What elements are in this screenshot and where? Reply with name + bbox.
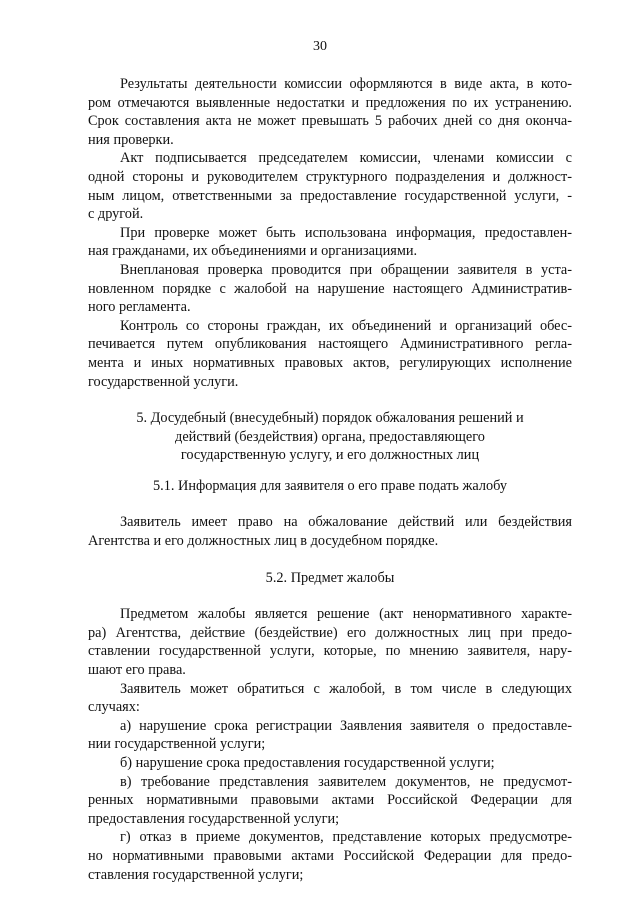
text-line: Заявитель может обратиться с жалобой, в том числе в следующих xyxy=(120,680,572,697)
paragraph-commission-results xyxy=(88,75,572,149)
text-line: Предметом жалобы является решение (акт ненормативного характе- xyxy=(120,606,572,623)
heading-line: 5.2. Предмет жалобы xyxy=(265,569,395,586)
subsection-5-2-heading xyxy=(88,569,572,588)
paragraph-act-signing xyxy=(88,149,572,223)
list-item-c xyxy=(88,773,572,829)
text-line: Срок составления акта не может превышать 5 рабочих дней со дня оконча- xyxy=(88,113,572,130)
text-line: ная гражданами, их объединениями и организациями. xyxy=(88,243,418,260)
text-line: шают его права. xyxy=(88,662,186,679)
text-line: б) нарушение срока предоставления государственной услуги; xyxy=(120,755,495,771)
text-line: Агентства и его должностных лиц в досудебном порядке. xyxy=(88,533,439,550)
list-item-b xyxy=(88,754,572,773)
text-line: но нормативными правовыми актами Российской Федерации для предо- xyxy=(88,847,572,864)
text-line: мента и иных нормативных правовых актов, регулирующих исполнение xyxy=(88,354,572,371)
text-line: Заявитель имеет право на обжалование действий или бездействия xyxy=(120,514,572,531)
text-line: Результаты деятельности комиссии оформляются в виде акта, в кото- xyxy=(120,76,572,92)
text-line: Внеплановая проверка проводится при обращении заявителя в уста- xyxy=(120,261,572,278)
text-line: государственной услуги. xyxy=(88,373,239,390)
text-line: с другой. xyxy=(88,206,144,223)
text-line: случаях: xyxy=(88,699,140,716)
paragraph-citizen-control xyxy=(88,317,572,391)
text-line: При проверке может быть использована информация, предоставлен- xyxy=(120,224,572,241)
text-line: ным лицом, ответственными за предоставление государственной услуги, - xyxy=(88,187,572,204)
text-line: нии государственной услуги; xyxy=(88,736,266,753)
text-line: новленном порядке с жалобой на нарушение настоящего Административ- xyxy=(88,280,572,297)
heading-line: действий (бездействия) органа, предоставляющего xyxy=(175,428,485,445)
text-line: ставления государственной услуги; xyxy=(88,866,304,883)
text-line: одной стороны и руководителем структурного подразделения и должност- xyxy=(88,168,572,185)
section-5-heading xyxy=(88,409,572,465)
text-line: г) отказ в приеме документов, представление которых предусмотре- xyxy=(120,829,572,846)
text-line: Контроль со стороны граждан, их объединений и организаций обес- xyxy=(120,317,572,334)
text-line: ром отмечаются выявленные недостатки и предложения по их устранению. xyxy=(88,94,572,111)
paragraph-cases-intro xyxy=(88,680,572,717)
text-line: ния проверки. xyxy=(88,131,174,148)
paragraph-subject-of-complaint xyxy=(88,605,572,679)
text-line: печивается путем опубликования настоящего Административного регла- xyxy=(88,336,572,353)
heading-line: государственную услугу, и его должностных лиц xyxy=(180,447,480,464)
text-line: а) нарушение срока регистрации Заявления заявителя о предоставле- xyxy=(120,717,572,734)
text-line: ра) Агентства, действие (бездействие) его должностных лиц при предо- xyxy=(88,624,572,641)
heading-line: 5. Досудебный (внесудебный) порядок обжалования решений и xyxy=(136,410,524,427)
text-line: в) требование представления заявителем документов, не предусмот- xyxy=(120,773,572,790)
paragraph-right-to-appeal xyxy=(88,513,572,550)
text-line: ренных нормативными правовыми актами Российской Федерации для xyxy=(88,792,572,809)
heading-line: 5.1. Информация для заявителя о его праве подать жалобу xyxy=(152,477,507,494)
text-line: ставлении государственной услуги, которые, по мнению заявителя, нару- xyxy=(88,643,572,660)
subsection-5-1-heading xyxy=(88,477,572,496)
list-item-d xyxy=(88,828,572,884)
document-body xyxy=(88,75,572,884)
page-number: 30 xyxy=(313,39,327,54)
text-line: Акт подписывается председателем комиссии, членами комиссии с xyxy=(120,150,572,167)
text-line: предоставления государственной услуги; xyxy=(88,810,340,827)
paragraph-information-use xyxy=(88,224,572,261)
text-line: ного регламента. xyxy=(88,299,191,316)
list-item-a xyxy=(88,717,572,754)
paragraph-unscheduled-check xyxy=(88,261,572,317)
